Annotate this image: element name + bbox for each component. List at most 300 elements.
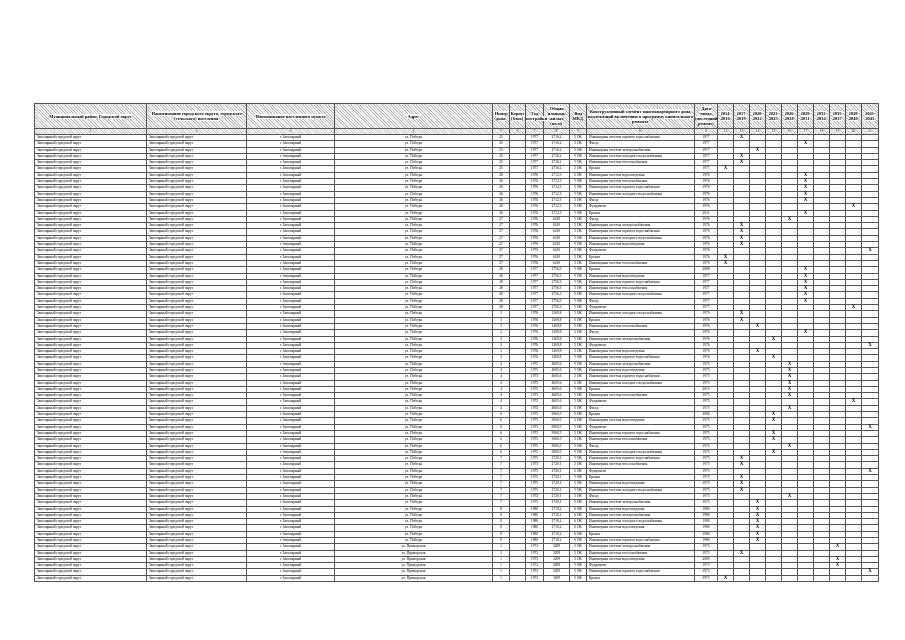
table-cell: 1977 bbox=[526, 298, 544, 304]
table-cell: 5060,5 bbox=[544, 443, 570, 449]
header-cell: 2038-2040 bbox=[846, 104, 862, 129]
table-cell: Крыша bbox=[587, 210, 695, 216]
table-cell: 1976 bbox=[695, 336, 718, 342]
table-cell: г. Заполярный bbox=[247, 380, 335, 386]
period-mark-cell: X bbox=[750, 538, 766, 544]
table-cell: Заполярный городской округ bbox=[35, 229, 147, 235]
table-cell: ул. Победы bbox=[335, 235, 493, 241]
table-cell: 4605,6 bbox=[544, 386, 570, 392]
table-cell: 5 ОК bbox=[570, 210, 587, 216]
table-cell: Инженерная система холодного водоснабжения bbox=[587, 235, 695, 241]
table-cell: 1975 bbox=[526, 386, 544, 392]
table-cell: ул. Победы bbox=[335, 475, 493, 481]
table-cell: 5060,5 bbox=[544, 424, 570, 430]
table-cell: 1980 bbox=[526, 531, 544, 537]
table-cell: Заполярный городской округ bbox=[35, 481, 147, 487]
table-cell: г. Заполярный bbox=[247, 323, 335, 329]
table-cell: 1269,8 bbox=[544, 342, 570, 348]
table-cell: Заполярный городской округ bbox=[35, 550, 147, 556]
period-mark-cell: X bbox=[862, 342, 879, 348]
table-cell: Инженерная система горячего водоснабжения bbox=[587, 374, 695, 380]
table-cell: 1973 bbox=[526, 563, 544, 569]
table-cell: 5 ОК bbox=[570, 286, 587, 292]
table-cell: 1975 bbox=[695, 393, 718, 399]
table-cell: г. Заполярный bbox=[247, 166, 335, 172]
table-cell: 1269,8 bbox=[544, 355, 570, 361]
table-cell: 1269,8 bbox=[544, 317, 570, 323]
table-cell: 5 ОК bbox=[570, 248, 587, 254]
table-cell: Крыша bbox=[587, 575, 695, 581]
table-cell: 5 ОК bbox=[570, 386, 587, 392]
table-cell: Инженерная система водоотведения bbox=[587, 556, 695, 562]
header-cell: 2026-2028 bbox=[782, 104, 798, 129]
table-cell: 7 bbox=[493, 456, 510, 462]
column-number-cell: 11 bbox=[695, 129, 718, 135]
table-cell: 26 bbox=[493, 179, 510, 185]
table-cell: Инженерная система теплоснабжения bbox=[587, 393, 695, 399]
table-cell: Заполярный городской округ bbox=[147, 147, 247, 153]
table-cell: Инженерная система электроснабжения bbox=[587, 500, 695, 506]
table-cell: ул. Приморская bbox=[335, 544, 493, 550]
table-cell: Заполярный городской округ bbox=[35, 141, 147, 147]
table-cell: Крыша bbox=[587, 386, 695, 392]
table-cell: Инженерная система электроснабжения bbox=[587, 361, 695, 367]
table-cell: Заполярный городской округ bbox=[35, 556, 147, 562]
table-cell: Фундамент bbox=[587, 424, 695, 430]
table-cell: 1977 bbox=[695, 279, 718, 285]
table-cell: Заполярный городской округ bbox=[147, 487, 247, 493]
table-cell: 6410 bbox=[544, 242, 570, 248]
table-cell: 28 bbox=[493, 273, 510, 279]
table-cell: Заполярный городской округ bbox=[35, 430, 147, 436]
period-mark-cell: X bbox=[734, 462, 750, 468]
table-cell: 5 ОК bbox=[570, 569, 587, 575]
period-mark-cell: X bbox=[766, 437, 782, 443]
table-cell: г. Заполярный bbox=[247, 342, 335, 348]
period-mark-cell: X bbox=[750, 500, 766, 506]
table-cell: 1975 bbox=[526, 487, 544, 493]
header-cell: 2029-2031 bbox=[798, 104, 814, 129]
table-cell: 5 ОК bbox=[570, 563, 587, 569]
table-cell: 1977 bbox=[695, 292, 718, 298]
table-cell: Фундамент bbox=[587, 399, 695, 405]
table-cell: г. Заполярный bbox=[247, 493, 335, 499]
table-cell: Фасад bbox=[587, 493, 695, 499]
table-cell: г. Заполярный bbox=[247, 475, 335, 481]
table-cell: 5 ОК bbox=[570, 179, 587, 185]
table-cell: 1975 bbox=[695, 399, 718, 405]
table-cell: 5 ОК bbox=[570, 361, 587, 367]
table-cell: Заполярный городской округ bbox=[35, 191, 147, 197]
table-cell: 26 bbox=[493, 210, 510, 216]
table-cell: г. Заполярный bbox=[247, 500, 335, 506]
table-cell: Заполярный городской округ bbox=[147, 235, 247, 241]
table-cell: Заполярный городской округ bbox=[147, 242, 247, 248]
table-cell: Заполярный городской округ bbox=[35, 538, 147, 544]
table-cell: 1 bbox=[493, 556, 510, 562]
table-cell: 5 ОК bbox=[570, 380, 587, 386]
table-cell: ул. Победы bbox=[335, 481, 493, 487]
table-cell: 1975 bbox=[695, 493, 718, 499]
column-number-cell: 6 bbox=[510, 129, 526, 135]
table-cell: 7 bbox=[493, 475, 510, 481]
table-cell: 1976 bbox=[526, 242, 544, 248]
table-cell: г. Заполярный bbox=[247, 223, 335, 229]
table-cell: ул. Победы bbox=[335, 405, 493, 411]
period-mark-cell: X bbox=[750, 147, 766, 153]
table-cell: ул. Победы bbox=[335, 374, 493, 380]
header-row bbox=[35, 104, 879, 129]
table-cell: 2718,2 bbox=[544, 519, 570, 525]
table-cell: 2006 bbox=[695, 412, 718, 418]
table-cell: 7 bbox=[493, 468, 510, 474]
table-cell: г. Заполярный bbox=[247, 575, 335, 581]
table-cell: 5 ОК bbox=[570, 500, 587, 506]
table-cell: 1976 bbox=[526, 216, 544, 222]
period-mark-cell bbox=[734, 575, 750, 581]
table-cell: Заполярный городской округ bbox=[35, 279, 147, 285]
table-cell: 1980 bbox=[526, 506, 544, 512]
table-cell: 1977 bbox=[695, 153, 718, 159]
table-cell: г. Заполярный bbox=[247, 305, 335, 311]
period-mark-cell: X bbox=[798, 185, 814, 191]
period-mark-cell: X bbox=[862, 248, 879, 254]
table-cell: 1976 bbox=[526, 336, 544, 342]
table-cell: ул. Победы bbox=[335, 292, 493, 298]
table-cell: ул. Победы bbox=[335, 166, 493, 172]
table-cell: 1975 bbox=[695, 380, 718, 386]
table-cell: 3209 bbox=[544, 556, 570, 562]
table-cell: 5 ОК bbox=[570, 424, 587, 430]
table-cell: 1976 bbox=[695, 197, 718, 203]
table-cell: 27 bbox=[493, 229, 510, 235]
table-cell: 6410 bbox=[544, 216, 570, 222]
table-cell: Заполярный городской округ bbox=[147, 569, 247, 575]
table-cell: Заполярный городской округ bbox=[147, 386, 247, 392]
table-cell: 1975 bbox=[695, 443, 718, 449]
table-cell: 1975 bbox=[526, 399, 544, 405]
table-cell: Заполярный городской округ bbox=[35, 355, 147, 361]
table-cell: 5 ОК bbox=[570, 166, 587, 172]
table-cell: ул. Победы bbox=[335, 191, 493, 197]
table-cell: Заполярный городской округ bbox=[35, 380, 147, 386]
table-cell: Инженерная система теплоснабжения bbox=[587, 323, 695, 329]
table-cell: Заполярный городской округ bbox=[35, 317, 147, 323]
table-cell: 8 bbox=[493, 519, 510, 525]
table-cell: Инженерная система горячего водоснабжения bbox=[587, 456, 695, 462]
table-cell: 1973 bbox=[695, 550, 718, 556]
period-mark-cell: X bbox=[734, 550, 750, 556]
table-cell: ул. Победы bbox=[335, 298, 493, 304]
table-cell: 3 bbox=[493, 317, 510, 323]
table-cell: 27 bbox=[493, 223, 510, 229]
table-cell: Инженерная система холодного водоснабжения bbox=[587, 487, 695, 493]
table-cell: Инженерная система холодного водоснабжения bbox=[587, 380, 695, 386]
table-cell: Крыша bbox=[587, 267, 695, 273]
table-cell: 1977 bbox=[526, 286, 544, 292]
period-mark-cell: X bbox=[846, 399, 862, 405]
table-cell: 1976 bbox=[695, 317, 718, 323]
table-cell: 26 bbox=[493, 204, 510, 210]
table-cell: 5 ОК bbox=[570, 556, 587, 562]
table-cell: ул. Победы bbox=[335, 386, 493, 392]
table-cell: г. Заполярный bbox=[247, 185, 335, 191]
column-number-cell: 18 bbox=[814, 129, 830, 135]
table-cell: ул. Победы bbox=[335, 267, 493, 273]
table-cell: 1976 bbox=[526, 349, 544, 355]
table-cell: Заполярный городской округ bbox=[35, 235, 147, 241]
table-cell: 1977 bbox=[695, 141, 718, 147]
table-cell: 5 ОК bbox=[570, 367, 587, 373]
period-mark-cell: X bbox=[782, 367, 798, 373]
table-cell: 25 bbox=[493, 166, 510, 172]
table-cell: 3 bbox=[493, 355, 510, 361]
period-mark-cell: X bbox=[798, 191, 814, 197]
period-mark-cell bbox=[782, 575, 798, 581]
table-cell: 6 bbox=[493, 424, 510, 430]
table-cell: г. Заполярный bbox=[247, 556, 335, 562]
table-cell: 1 bbox=[493, 563, 510, 569]
table-cell: 7 bbox=[493, 481, 510, 487]
table-cell: Заполярный городской округ bbox=[147, 305, 247, 311]
table-cell: ул. Победы bbox=[335, 160, 493, 166]
table-cell: Заполярный городской округ bbox=[35, 443, 147, 449]
table-cell: 6 bbox=[493, 430, 510, 436]
table-cell: 1973 bbox=[695, 544, 718, 550]
table-cell: Инженерная система водоотведения bbox=[587, 525, 695, 531]
table-cell: ул. Победы bbox=[335, 216, 493, 222]
period-mark-cell: X bbox=[750, 531, 766, 537]
table-cell: 5 ОК bbox=[570, 487, 587, 493]
table-cell: 3 bbox=[493, 330, 510, 336]
table-cell: г. Заполярный bbox=[247, 361, 335, 367]
table-cell: Заполярный городской округ bbox=[35, 254, 147, 260]
table-cell: 5 ОК bbox=[570, 197, 587, 203]
period-mark-cell: X bbox=[734, 223, 750, 229]
table-cell: ул. Победы bbox=[335, 147, 493, 153]
table-cell: Инженерная система водоотведения bbox=[587, 506, 695, 512]
table-cell: ул. Победы bbox=[335, 204, 493, 210]
table-cell: Заполярный городской округ bbox=[147, 367, 247, 373]
table-cell: Заполярный городской округ bbox=[35, 424, 147, 430]
table-cell: 2013 bbox=[695, 386, 718, 392]
table-cell: Заполярный городской округ bbox=[147, 430, 247, 436]
table-cell: Заполярный городской округ bbox=[147, 260, 247, 266]
table-cell: 6 bbox=[493, 412, 510, 418]
table-cell: Заполярный городской округ bbox=[35, 342, 147, 348]
table-cell: ул. Победы bbox=[335, 399, 493, 405]
table-cell: 1975 bbox=[526, 456, 544, 462]
table-cell: 1977 bbox=[695, 273, 718, 279]
header-cell: 2023-2025 bbox=[766, 104, 782, 129]
table-cell: Заполярный городской округ bbox=[35, 330, 147, 336]
table-cell: 5 ОК bbox=[570, 493, 587, 499]
table-cell: Заполярный городской округ bbox=[147, 298, 247, 304]
table-cell: 4 bbox=[493, 361, 510, 367]
table-cell: 1976 bbox=[695, 216, 718, 222]
table-cell: Инженерная система электроснабжения bbox=[587, 544, 695, 550]
table-cell: Заполярный городской округ bbox=[147, 323, 247, 329]
table-cell: 1980 bbox=[526, 519, 544, 525]
table-cell: г. Заполярный bbox=[247, 179, 335, 185]
table-cell: 1977 bbox=[526, 305, 544, 311]
table-cell: 5 ОК bbox=[570, 267, 587, 273]
table-cell: 1975 bbox=[695, 361, 718, 367]
table-cell: г. Заполярный bbox=[247, 399, 335, 405]
table-cell: Заполярный городской округ bbox=[35, 153, 147, 159]
table-cell: г. Заполярный bbox=[247, 506, 335, 512]
table-cell: Инженерная система горячего водоснабжения bbox=[587, 538, 695, 544]
table-cell: г. Заполярный bbox=[247, 147, 335, 153]
table-cell: 2718,2 bbox=[544, 512, 570, 518]
period-mark-cell: X bbox=[782, 374, 798, 380]
table-cell: 6410 bbox=[544, 235, 570, 241]
table-cell: г. Заполярный bbox=[247, 311, 335, 317]
table-cell: Инженерная система горячего водоснабжения bbox=[587, 185, 695, 191]
table-cell: 1976 bbox=[695, 191, 718, 197]
table-cell: 4605,6 bbox=[544, 367, 570, 373]
table-cell: 1977 bbox=[526, 166, 544, 172]
table-cell: 1973 bbox=[526, 556, 544, 562]
table-cell: 4 bbox=[493, 367, 510, 373]
table-cell: г. Заполярный bbox=[247, 160, 335, 166]
table-cell: Инженерная система горячего водоснабжения bbox=[587, 135, 695, 141]
table-cell: 1980 bbox=[695, 538, 718, 544]
table-cell: 1976 bbox=[695, 242, 718, 248]
period-mark-cell: X bbox=[782, 393, 798, 399]
table-cell: ул. Победы bbox=[335, 538, 493, 544]
table-cell: 2756,3 bbox=[544, 298, 570, 304]
table-cell: 1975 bbox=[526, 468, 544, 474]
table-cell: Заполярный городской округ bbox=[147, 525, 247, 531]
table-cell: Заполярный городской округ bbox=[35, 210, 147, 216]
header-cell: Вид МКД bbox=[570, 104, 587, 129]
table-cell: Крыша bbox=[587, 412, 695, 418]
table-cell: 1976 bbox=[526, 330, 544, 336]
table-cell: г. Заполярный bbox=[247, 367, 335, 373]
table-cell: 2712,3 bbox=[544, 197, 570, 203]
column-number-cell: 12 bbox=[718, 129, 734, 135]
table-cell: 1977 bbox=[526, 153, 544, 159]
table-cell: 5 ОК bbox=[570, 216, 587, 222]
table-cell: Крыша bbox=[587, 166, 695, 172]
header-cell: Корпус (блок) bbox=[510, 104, 526, 129]
table-cell: Заполярный городской округ bbox=[35, 305, 147, 311]
table-cell: г. Заполярный bbox=[247, 298, 335, 304]
table-cell: 6 bbox=[493, 418, 510, 424]
table-cell: 5 ОК bbox=[570, 544, 587, 550]
period-mark-cell: X bbox=[750, 525, 766, 531]
table-cell: г. Заполярный bbox=[247, 279, 335, 285]
table-cell: Заполярный городской округ bbox=[147, 210, 247, 216]
table-cell: 26 bbox=[493, 185, 510, 191]
table-cell: 1976 bbox=[526, 311, 544, 317]
table-cell: Фасад bbox=[587, 298, 695, 304]
table-cell: Заполярный городской округ bbox=[35, 449, 147, 455]
table-cell: г. Заполярный bbox=[247, 172, 335, 178]
table-cell: г. Заполярный bbox=[247, 531, 335, 537]
table-cell: 1977 bbox=[695, 298, 718, 304]
table-cell: Инженерная система водоотведения bbox=[587, 481, 695, 487]
table-cell: 1976 bbox=[695, 185, 718, 191]
table-cell: 5 ОК bbox=[570, 235, 587, 241]
table-cell: 1973 bbox=[526, 544, 544, 550]
table-cell: Инженерная система горячего водоснабжения bbox=[587, 355, 695, 361]
period-mark-cell: X bbox=[782, 361, 798, 367]
table-cell: 3 bbox=[493, 349, 510, 355]
table-cell: 1975 bbox=[695, 456, 718, 462]
table-cell: г. Заполярный bbox=[247, 349, 335, 355]
table-cell: 1976 bbox=[695, 179, 718, 185]
table-cell: г. Заполярный bbox=[247, 355, 335, 361]
table-cell: 2720,1 bbox=[544, 500, 570, 506]
table-cell: Инженерная система теплоснабжения bbox=[587, 286, 695, 292]
table-cell: Заполярный городской округ bbox=[147, 361, 247, 367]
table-cell: 1980 bbox=[526, 525, 544, 531]
table-cell: Фундамент bbox=[587, 248, 695, 254]
table-cell: 4 bbox=[493, 374, 510, 380]
table-cell: Заполярный городской округ bbox=[147, 248, 247, 254]
table-cell: 6 ОК bbox=[570, 525, 587, 531]
period-mark-cell: X bbox=[734, 481, 750, 487]
table-cell: 3209 bbox=[544, 569, 570, 575]
table-cell: 2720,1 bbox=[544, 487, 570, 493]
table-cell: ул. Победы bbox=[335, 412, 493, 418]
period-mark-cell: X bbox=[782, 493, 798, 499]
table-cell: Заполярный городской округ bbox=[35, 298, 147, 304]
table-cell: 1975 bbox=[526, 418, 544, 424]
table-cell: Заполярный городской округ bbox=[147, 481, 247, 487]
period-mark-cell: X bbox=[862, 569, 879, 575]
table-cell: 5 ОК bbox=[570, 449, 587, 455]
period-mark-cell: X bbox=[798, 298, 814, 304]
table-cell: 1976 bbox=[526, 355, 544, 361]
table-cell: 4 bbox=[493, 399, 510, 405]
period-mark-cell bbox=[862, 575, 879, 581]
table-cell: ул. Приморская bbox=[335, 569, 493, 575]
column-number-cell: 5 bbox=[493, 129, 510, 135]
table-cell: 28 bbox=[493, 292, 510, 298]
table-cell: Заполярный городской округ bbox=[35, 223, 147, 229]
column-number-cell: 17 bbox=[798, 129, 814, 135]
table-cell: ул. Победы bbox=[335, 336, 493, 342]
table-cell: Инженерная система горячего водоснабжения bbox=[587, 430, 695, 436]
table-cell: 2712,3 bbox=[544, 210, 570, 216]
table-cell: Инженерная система водоотведения bbox=[587, 242, 695, 248]
table-cell: 6410 bbox=[544, 223, 570, 229]
table-cell: 1975 bbox=[695, 418, 718, 424]
table-cell: 1977 bbox=[526, 141, 544, 147]
table-cell: ул. Победы bbox=[335, 380, 493, 386]
table-cell: Заполярный городской округ bbox=[35, 493, 147, 499]
table-cell: Заполярный городской округ bbox=[35, 506, 147, 512]
table-cell: 1975 bbox=[526, 424, 544, 430]
table-cell: Заполярный городской округ bbox=[147, 223, 247, 229]
table-cell: г. Заполярный bbox=[247, 519, 335, 525]
period-mark-cell bbox=[814, 575, 830, 581]
table-cell: Заполярный городской округ bbox=[35, 367, 147, 373]
column-number-cell: 9 bbox=[570, 129, 587, 135]
period-mark-cell: X bbox=[782, 386, 798, 392]
table-cell: 5 ОК bbox=[570, 481, 587, 487]
table-cell: 1973 bbox=[695, 575, 718, 581]
table-cell: ул. Победы bbox=[335, 229, 493, 235]
table-cell: 5 ОК bbox=[570, 135, 587, 141]
table-cell: 1980 bbox=[695, 506, 718, 512]
table-cell: ул. Победы bbox=[335, 393, 493, 399]
table-cell: Заполярный городской округ bbox=[35, 179, 147, 185]
table-cell: 2756,3 bbox=[544, 286, 570, 292]
